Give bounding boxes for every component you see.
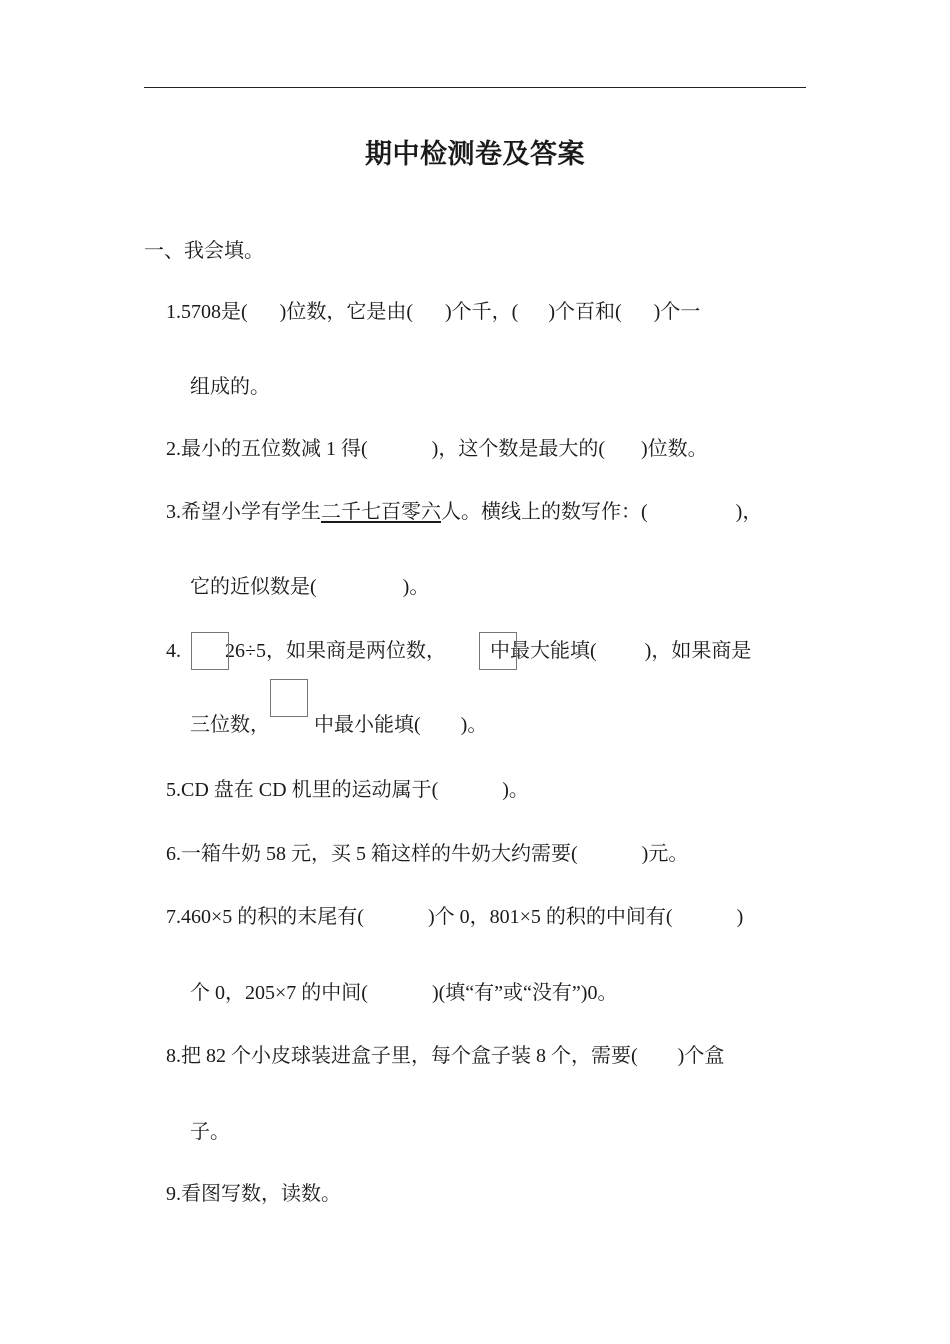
question-4	[166, 637, 751, 665]
q1-text-b: )位数，它是由(	[279, 301, 413, 323]
q6-text-b: )元。	[641, 843, 689, 865]
question-7	[166, 903, 743, 931]
question-9: 9.看图写数，读数。	[166, 1183, 341, 1205]
digit-box[interactable]	[270, 679, 308, 717]
section-heading: 一、我会填。	[144, 240, 264, 262]
question-1	[166, 298, 700, 326]
q3-text-b: 人。横线上的数写作：(	[441, 501, 648, 523]
q2-text-a: 2.最小的五位数减 1 得(	[166, 438, 368, 460]
page-title: 期中检测卷及答案	[365, 139, 585, 170]
q4-text-c: )，如果商是	[644, 640, 752, 662]
q6-text-a: 6.一箱牛奶 58 元，买 5 箱这样的牛奶大约需要(	[166, 843, 578, 865]
question-3	[166, 498, 762, 526]
q7-cont-a: 个 0，205×7 的中间(	[190, 982, 368, 1004]
q7-text-a: 7.460×5 的积的末尾有(	[166, 906, 364, 928]
q3-text-c: )，	[735, 501, 763, 523]
q8-text-a: 8.把 82 个小皮球装进盒子里，每个盒子装 8 个，需要(	[166, 1045, 638, 1067]
q1-number: 1.5708	[166, 301, 221, 323]
question-8	[166, 1042, 724, 1070]
q8-text-b: )个盒	[677, 1045, 725, 1067]
question-1-continuation: 组成的。	[190, 376, 270, 398]
q3-cont-a: 它的近似数是(	[190, 576, 317, 598]
q4-text-b: 中最大能填(	[489, 640, 597, 662]
digit-box[interactable]	[479, 632, 517, 670]
question-7-continuation	[190, 979, 617, 1007]
q2-text-c: )位数。	[641, 438, 708, 460]
q5-text-b: )。	[502, 779, 529, 801]
q3-cont-b: )。	[402, 576, 430, 598]
q1-text-a: 是(	[221, 301, 248, 323]
q5-text-a: 5.CD 盘在 CD 机里的运动属于(	[166, 779, 439, 801]
q4-text-a: 26÷5，如果商是两位数，	[225, 640, 446, 662]
question-3-continuation	[190, 573, 429, 601]
q1-text-d: )个百和(	[548, 301, 622, 323]
question-8-continuation: 子。	[190, 1121, 230, 1143]
question-5	[166, 776, 529, 804]
q7-text-c: )	[736, 906, 744, 928]
q7-cont-b: )(填“有”或“没有”)0。	[431, 982, 618, 1004]
header-rule	[144, 87, 806, 88]
question-2	[166, 435, 708, 463]
q4-cont-a: 三位数，	[190, 714, 270, 736]
q4-cont-c: )。	[460, 714, 488, 736]
q1-text-e: )个一	[653, 301, 701, 323]
digit-box[interactable]	[191, 632, 229, 670]
q2-text-b: )，这个数是最大的(	[431, 438, 605, 460]
underlined-number-words: 二千七百零六	[321, 501, 441, 523]
q3-text-a: 3.希望小学有学生	[166, 501, 321, 523]
q4-cont-b: 中最小能填(	[314, 714, 421, 736]
question-6	[166, 840, 688, 868]
q4-number: 4.	[166, 640, 181, 662]
q1-text-c: )个千，(	[445, 301, 519, 323]
question-4-continuation	[190, 711, 487, 739]
q7-text-b: )个 0，801×5 的积的中间有(	[427, 906, 673, 928]
